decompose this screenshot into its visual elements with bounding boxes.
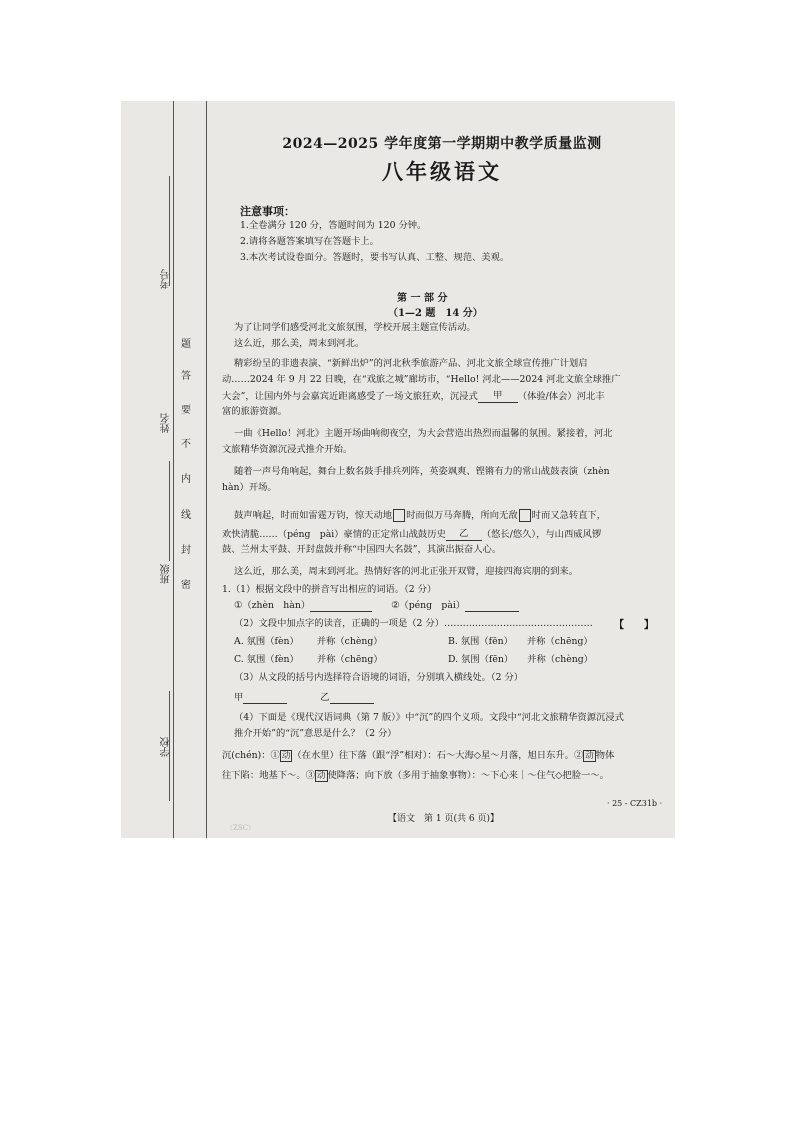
answer-blank[interactable] <box>330 703 374 704</box>
blank-label: 乙 <box>459 528 469 539</box>
notice-heading: 注意事项： <box>240 205 295 218</box>
notice-item: 3.本次考试设卷面分。答题时，要书写认真、工整、规范、美观。 <box>240 252 510 263</box>
intro-line: 为了让同学们感受河北文旅氛围，学校开展主题宣传活动。 <box>234 322 476 333</box>
passage-line: 随着一声号角响起，舞台上数名鼓手排兵列阵，英姿飒爽、铿锵有力的常山战鼓表演（zhèn <box>234 466 610 477</box>
option-pair: 并称（chèng） <box>316 636 383 647</box>
school-label: 学校 <box>161 737 172 757</box>
answer-label: 甲 <box>234 692 244 703</box>
notice-item: 1.全卷满分 120 分，答题时间为 120 分钟。 <box>240 220 427 231</box>
dot-leader: ………………………………………… <box>444 618 593 629</box>
question-1-2 <box>234 617 593 630</box>
question-1-4: 推介开始”的“沉”意思是什么？（2 分） <box>234 728 397 739</box>
answer-bracket[interactable]: 【 】 <box>614 620 654 631</box>
passage-line: 精彩纷呈的非遗表演、“新鲜出炉”的河北秋季旅游产品、河北文旅全球宣传推广计划启 <box>234 358 588 369</box>
show-through-text: （ZSC） <box>226 824 256 832</box>
option-b[interactable] <box>448 635 593 648</box>
name-label: 姓名 <box>161 413 172 433</box>
pos-tag: 动 <box>316 771 326 781</box>
dict-text: 沉(chén)：① <box>222 750 280 761</box>
part-subheading: （1—2 题 14 分） <box>388 308 483 319</box>
seal-char: 内 <box>181 474 191 485</box>
blank-label: 甲 <box>493 390 503 401</box>
passage-line: 富的旅游资源。 <box>222 406 288 417</box>
passage-text: 欢快清脆……（péng pài）豪情的正定常山战鼓历史 <box>222 529 446 540</box>
seal-char: 不 <box>181 439 191 450</box>
dict-text: （在水里）往下落（跟“浮”相对）：石～大海◇星～月落，旭日东升。② <box>292 750 584 761</box>
binding-margin <box>121 101 207 838</box>
dictionary-entry <box>222 769 609 782</box>
punctuation-box[interactable] <box>519 509 531 522</box>
question-1-1: 1.（1）根据文段中的拼音写出相应的词语。（2 分） <box>222 584 437 595</box>
passage-line: 一曲《Hello！河北》主题开场曲响彻夜空，为大会营造出热烈而温馨的氛围。紧接着，河北 <box>234 428 613 439</box>
seal-char: 要 <box>181 405 191 416</box>
option-pair: 并称（chèng） <box>527 654 593 665</box>
passage-line <box>234 509 606 522</box>
passage-line: 文旅精华资源沉浸式推介开始。 <box>222 444 353 455</box>
exam-number-label: 考号 <box>161 269 172 289</box>
passage-text: 鼓声响起，时而如雷霆万钧，惊天动地 <box>234 510 393 521</box>
seal-char: 线 <box>181 510 191 521</box>
passage-line: 鼓、兰州太平鼓、开封盘鼓并称“中国四大名鼓”，其演出振奋人心。 <box>222 544 502 555</box>
answer-blank[interactable] <box>310 611 372 612</box>
passage-text: （体验/体会）河北丰 <box>517 391 605 402</box>
dict-text: 物体 <box>595 750 615 761</box>
seal-char: 封 <box>181 545 191 556</box>
passage-text: （悠长/悠久），与山西威风锣 <box>481 529 602 540</box>
question-text: （2）文段中加点字的读音，正确的一项是（2 分） <box>234 618 445 629</box>
dictionary-entry <box>222 749 614 762</box>
pinyin-a: ①（zhèn hàn） <box>234 600 311 611</box>
question-1-3-answers <box>234 691 374 704</box>
option-pair: 并称（chēng） <box>316 654 383 665</box>
passage-line: hàn）开场。 <box>222 482 277 493</box>
passage-line: 这么近，那么美，周末到河北。热情好客的河北正张开双臂，迎接四海宾朋的到来。 <box>234 566 578 577</box>
pos-tag: 动 <box>281 751 291 761</box>
exam-title: 2024—2025 学年度第一学期期中教学质量监测 <box>282 136 602 152</box>
blank-jia <box>478 389 518 403</box>
answer-label: 乙 <box>320 692 330 703</box>
pos-tag: 动 <box>585 751 594 761</box>
class-label: 班级 <box>161 564 172 584</box>
subject-title: 八年级语文 <box>382 159 502 184</box>
option-label: D. 氛围（fēn） <box>448 654 514 665</box>
answer-blank[interactable] <box>243 703 287 704</box>
answer-blank[interactable] <box>465 611 519 612</box>
pinyin-b: ②（péng pài） <box>391 600 466 611</box>
binding-vertical-line <box>173 101 174 838</box>
option-pair: 并称（chēng） <box>526 636 593 647</box>
dict-text: 使降落；向下放（多用于抽象事物）：～下心来｜～住气◇把脸一～。 <box>327 770 609 781</box>
intro-line: 这么近，那么美，周末到河北。 <box>234 338 365 349</box>
option-a[interactable] <box>234 635 383 648</box>
passage-text: 时而又急转直下， <box>531 510 607 521</box>
notice-item: 2.请将各题答案填写在答题卡上。 <box>240 236 380 247</box>
option-label: B. 氛围（fēn） <box>448 636 513 647</box>
blank-yi <box>446 527 482 541</box>
seal-char: 答 <box>181 371 191 382</box>
class-underline <box>169 461 170 561</box>
option-label: A. 氛围（fèn） <box>234 636 299 647</box>
passage-text: 大会”，让国内外与会嘉宾近距离感受了一场文旅狂欢，沉浸式 <box>222 391 478 402</box>
question-1-3: （3）从文段的括号内选择符合语境的词语，分别填入横线处。（2 分） <box>234 672 524 683</box>
passage-line <box>222 527 601 541</box>
exam-paper <box>121 101 675 838</box>
page-footer: 【语文 第 1 页(共 6 页)】 <box>388 814 499 824</box>
dict-text: 往下陷：地基下～。③ <box>222 770 315 781</box>
passage-line: 动……2024 年 9 月 22 日晚，在“戏旅之城”廊坊市，“Hello! 河北——2024 河北文旅全球推广 <box>222 374 621 385</box>
option-c[interactable] <box>234 653 383 666</box>
option-d[interactable] <box>448 653 593 666</box>
question-1-4: （4）下面是《现代汉语词典（第 7 版）》中“沉”的四个义项。文段中“河北文旅精华资源沉浸式 <box>234 712 624 723</box>
passage-line <box>222 389 605 403</box>
seal-char: 密 <box>181 580 191 591</box>
paper-content <box>222 101 665 838</box>
paper-code: · 25 - CZ31b · <box>607 799 663 808</box>
option-label: C. 氛围（fèn） <box>234 654 299 665</box>
passage-text: 时而似万马奔腾，所向无敌 <box>406 510 518 521</box>
punctuation-box[interactable] <box>393 509 405 522</box>
binding-vertical-line-outer <box>206 101 207 838</box>
part-heading: 第 一 部 分 <box>397 293 448 304</box>
question-1-1-items <box>234 599 519 612</box>
seal-char: 题 <box>181 339 191 350</box>
